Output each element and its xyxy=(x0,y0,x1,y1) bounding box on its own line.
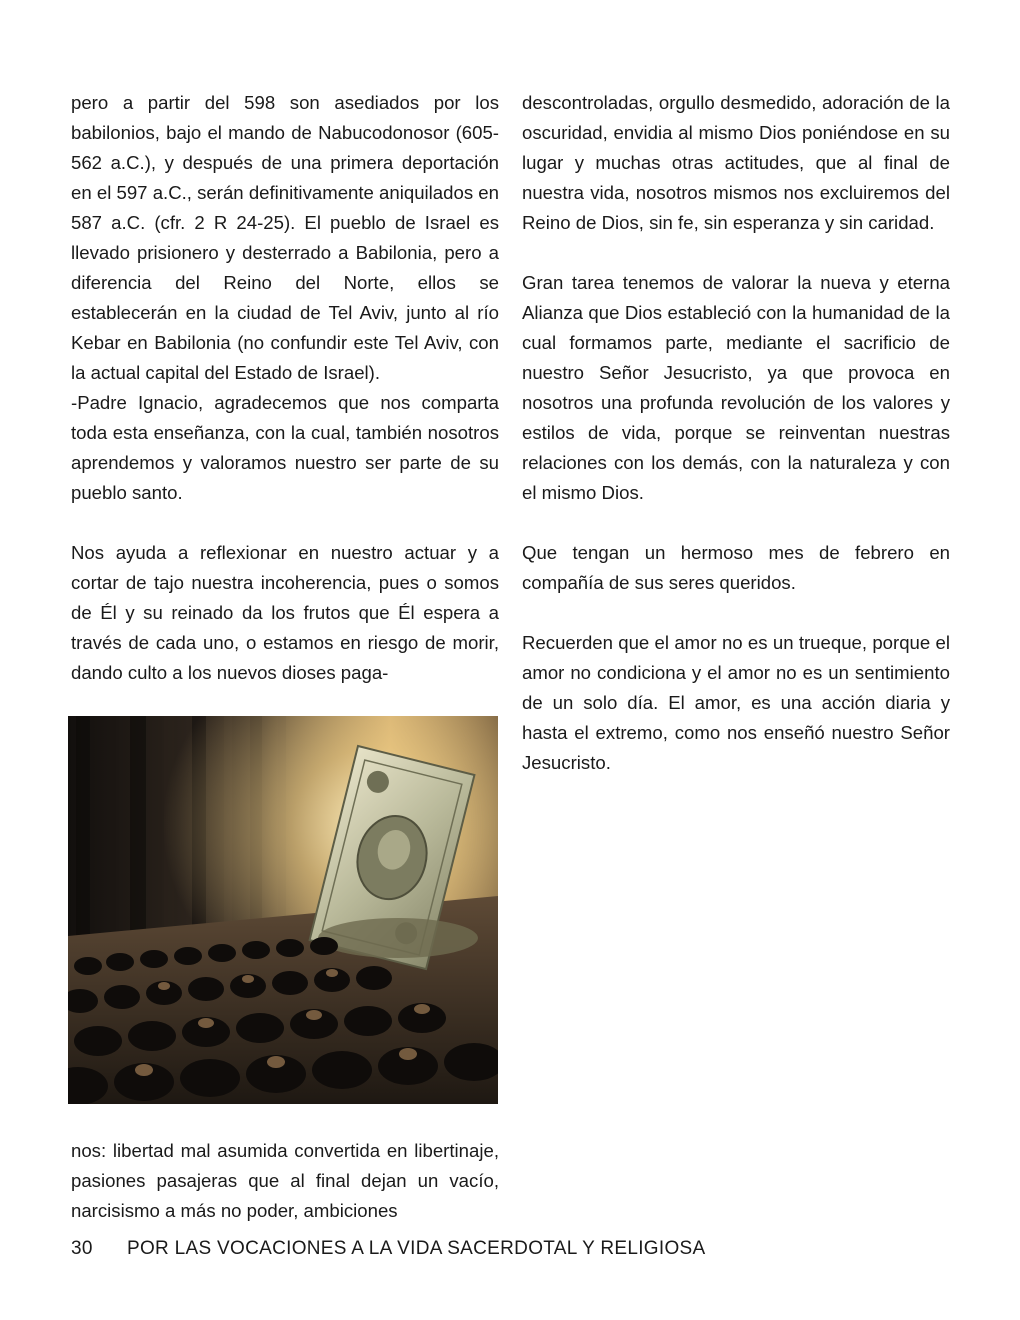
right-column xyxy=(522,88,950,778)
paragraph-reflection: Nos ayuda a reflexionar en nuestro actuar y a cortar de tajo nuestra incoherencia, pues o somos de Él y su reinado da los frutos que Él espera a través de cada uno, o estamos en riesgo de morir, dando culto a los nuevos dioses paga- xyxy=(71,542,499,683)
paragraph-love: Recuerden que el amor no es un trueque, porque el amor no condiciona y el amor no es un sentimiento de un solo día. El amor, es una acción diaria y hasta el extremo, como nos enseñó nuestro Señor Jesucristo. xyxy=(522,632,950,773)
page-footer xyxy=(71,1236,705,1262)
dollar-worship-illustration xyxy=(68,716,498,1104)
paragraph-continuation: nos: libertad mal asumida convertida en libertinaje, pasiones pasajeras que al final dejan un vacío, narcisismo a más no poder, ambiciones xyxy=(71,1140,499,1221)
footer-title: POR LAS VOCACIONES A LA VIDA SACERDOTAL Y RELIGIOSA xyxy=(127,1238,706,1259)
page-number: 30 xyxy=(71,1238,93,1259)
paragraph-february-wishes: Que tengan un hermoso mes de febrero en compañía de sus seres queridos. xyxy=(522,542,950,593)
paragraph-new-covenant: Gran tarea tenemos de valorar la nueva y eterna Alianza que Dios estableció con la humanidad de la cual formamos parte, mediante el sacrificio de nuestro Señor Jesucristo, ya que provoca en nosotros una profunda revolución de los valores y estilos de vida, porque se reinventan nuestras relaciones con los demás, con la naturaleza y con el mismo Dios. xyxy=(522,272,950,503)
left-column xyxy=(71,88,499,688)
paragraph-thanks-father-ignacio: -Padre Ignacio, agradecemos que nos comparta toda esta enseñanza, con la cual, también nosotros aprendemos y valoramos nuestro ser parte de su pueblo santo. xyxy=(71,392,499,503)
paragraph-babylon-history: pero a partir del 598 son asediados por los babilonios, bajo el mando de Nabucodonosor (605-562 a.C.), y después de una primera deportación en el 597 a.C., serán definitivamente aniquilados en 587 a.C. (cfr. 2 R 24-25). El pueblo de Israel es llevado prisionero y desterrado a Babilonia, pero a diferencia del Reino del Norte, ellos se establecerán en la ciudad de Tel Aviv, junto al río Kebar en Babilonia (no confundir este Tel Aviv, con la actual capital del Estado de Israel). xyxy=(71,92,499,383)
paragraph-attitudes: descontroladas, orgullo desmedido, adoración de la oscuridad, envidia al mismo Dios poniéndose en su lugar y muchas otras actitudes, que al final de nuestra vida, nosotros mismos nos excluiremos del Reino de Dios, sin fe, sin esperanza y sin caridad. xyxy=(522,92,950,233)
illustration-worship-money xyxy=(68,716,498,1104)
